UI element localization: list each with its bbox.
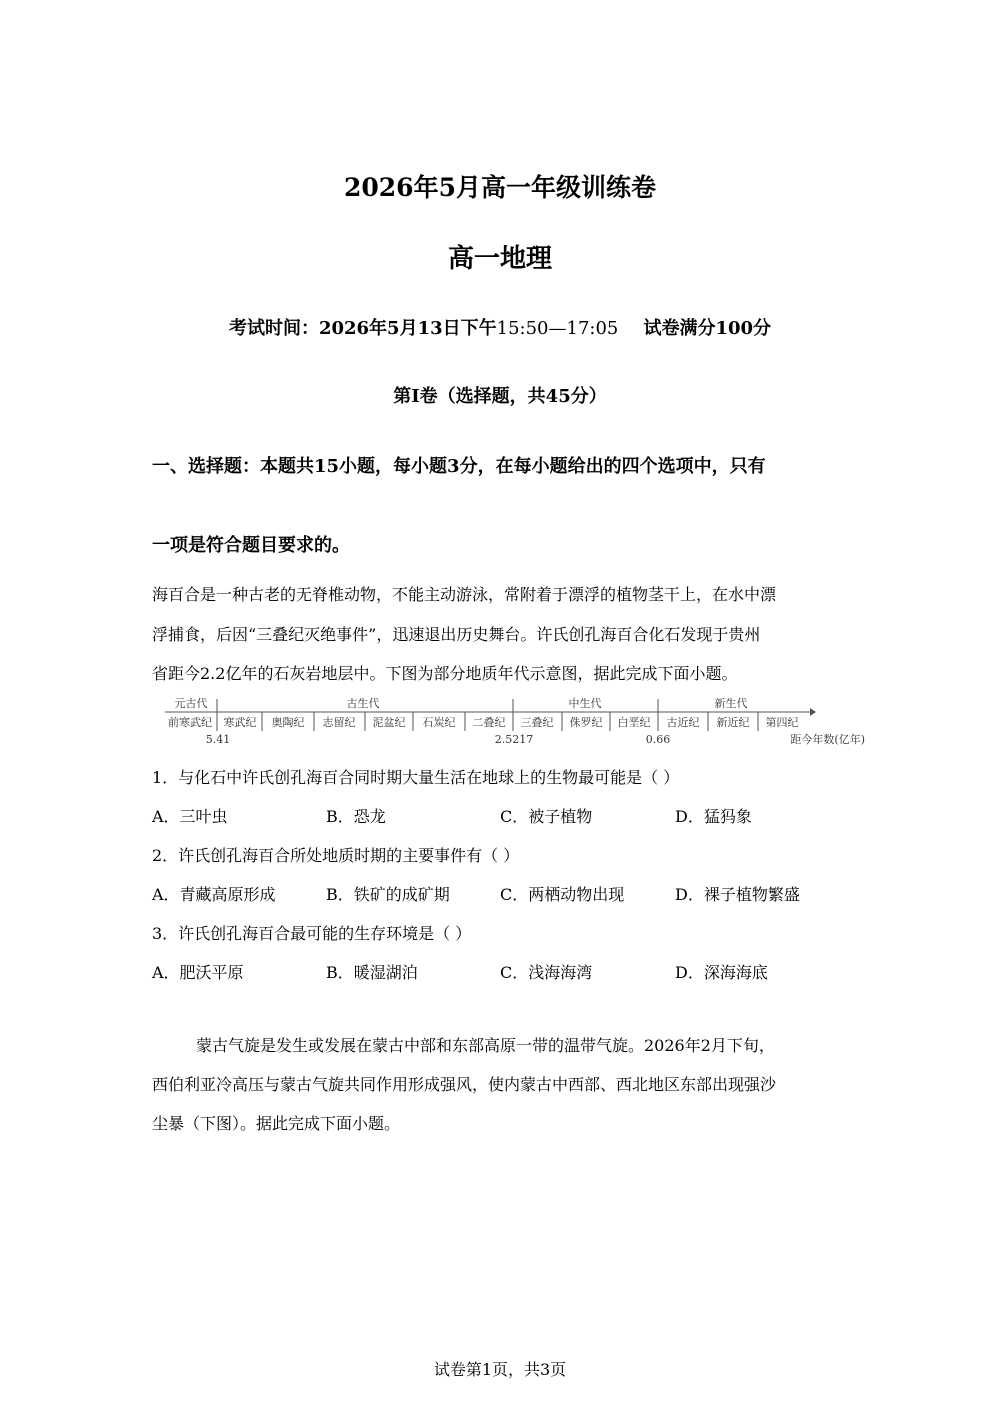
period-label: 志留纪 <box>322 716 356 729</box>
q1-option-d: D．猛犸象 <box>675 807 752 826</box>
section-heading-line1: 一、选择题：本题共15小题，每小题3分，在每小题给出的四个选项中，只有 <box>152 456 766 477</box>
axis-unit-label: 距今年数(亿年) <box>790 733 865 746</box>
q3-option-a: A．肥沃平原 <box>152 963 244 982</box>
question-3-stem: 3．许氏创孔海百合最可能的生存环境是（ ） <box>152 924 472 943</box>
q2-option-c: C．两栖动物出现 <box>500 885 625 904</box>
section-heading-line2: 一项是符合题目要求的。 <box>152 535 350 556</box>
period-label: 前寒武纪 <box>168 716 212 729</box>
volume-heading: 第Ⅰ卷（选择题，共45分） <box>393 386 607 407</box>
subject-title: 高一地理 <box>447 244 552 274</box>
passage1-line3: 省距今2.2亿年的石灰岩地层中。下图为部分地质年代示意图，据此完成下面小题。 <box>152 664 738 683</box>
age-label: 5.41 <box>205 733 231 746</box>
passage2-line3: 尘暴（下图）。据此完成下面小题。 <box>152 1114 401 1133</box>
q1-option-a: A．三叶虫 <box>152 807 228 826</box>
era-label: 古生代 <box>346 697 380 710</box>
era-label: 元古代 <box>174 697 208 710</box>
period-label: 第四纪 <box>765 716 799 729</box>
age-label: 0.66 <box>645 733 671 746</box>
exam-time-label: 考试时间：2026年5月13日下午 <box>228 318 497 339</box>
page-footer: 试卷第1页，共3页 <box>433 1360 567 1379</box>
period-label: 奥陶纪 <box>271 716 305 729</box>
exam-title: 2026年5月高一年级训练卷 <box>344 173 656 202</box>
q2-option-a: A．青藏高原形成 <box>152 885 276 904</box>
period-label: 三叠纪 <box>520 716 554 729</box>
era-label: 中生代 <box>568 697 602 710</box>
geologic-timeline-figure <box>165 695 870 747</box>
period-label: 泥盆纪 <box>372 716 406 729</box>
period-label: 新近纪 <box>716 716 750 729</box>
q1-option-c: C．被子植物 <box>500 807 593 826</box>
arrow-icon <box>810 708 816 716</box>
period-label: 寒武纪 <box>223 716 257 729</box>
q1-option-b: B．恐龙 <box>326 807 386 826</box>
passage1-line1: 海百合是一种古老的无脊椎动物，不能主动游泳，常附着于漂浮的植物茎干上，在水中漂 <box>152 585 777 604</box>
q3-option-c: C．浅海海湾 <box>500 963 593 982</box>
question-1-stem: 1．与化石中许氏创孔海百合同时期大量生活在地球上的生物最可能是（ ） <box>152 768 680 787</box>
era-label: 新生代 <box>714 697 748 710</box>
period-label: 侏罗纪 <box>569 716 603 729</box>
period-label: 石炭纪 <box>422 716 456 729</box>
q2-option-d: D．裸子植物繁盛 <box>675 885 800 904</box>
q3-option-b: B．暖湿湖泊 <box>326 963 418 982</box>
passage2-line2: 西伯利亚冷高压与蒙古气旋共同作用形成强风，使内蒙古中西部、西北地区东部出现强沙 <box>152 1075 777 1094</box>
period-label: 二叠纪 <box>472 716 506 729</box>
period-label: 古近纪 <box>666 716 700 729</box>
passage2-line1: 蒙古气旋是发生或发展在蒙古中部和东部高原一带的温带气旋。2026年2月下旬， <box>196 1036 775 1055</box>
q3-option-d: D．深海海底 <box>675 963 768 982</box>
question-2-stem: 2．许氏创孔海百合所处地质时期的主要事件有（ ） <box>152 846 520 865</box>
exam-info <box>0 314 1000 340</box>
full-score: 试卷满分100分 <box>643 318 772 339</box>
exam-time-range: 15:50—17:05 <box>496 318 619 339</box>
age-label: 2.5217 <box>494 733 534 746</box>
q2-option-b: B．铁矿的成矿期 <box>326 885 450 904</box>
passage1-line2: 浮捕食，后因“三叠纪灭绝事件”，迅速退出历史舞台。许氏创孔海百合化石发现于贵州 <box>152 625 761 644</box>
period-label: 白垩纪 <box>617 716 651 729</box>
